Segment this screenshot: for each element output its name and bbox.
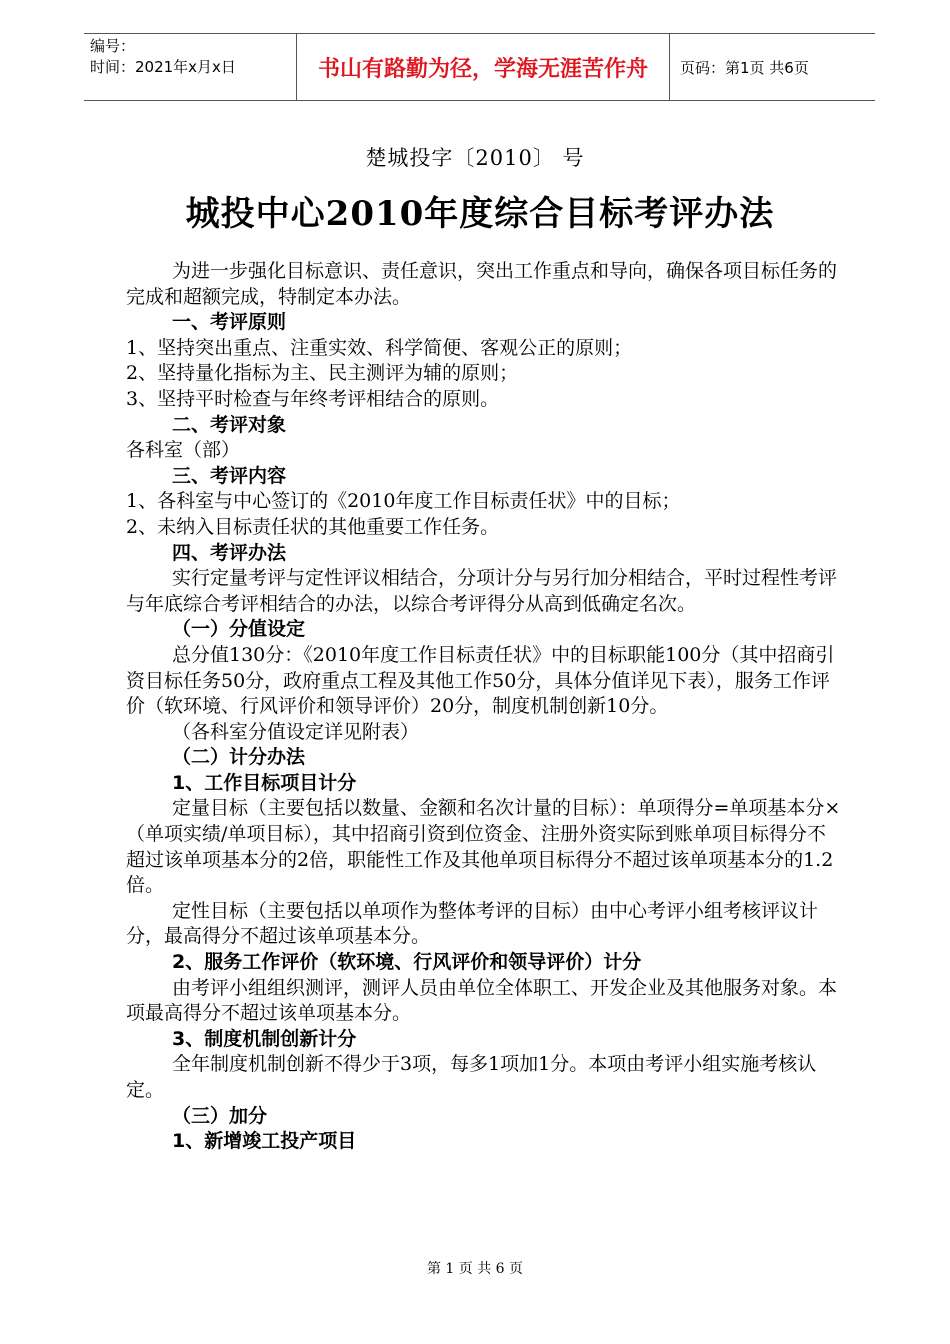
number-label: 编号： [90,37,136,55]
paragraph: （各科室分值设定详见附表） [172,720,420,743]
paragraph: 3、坚持平时检查与年终考评相结合的原则。 [126,387,500,410]
document-body [126,259,842,1155]
section-heading: 3、制度机制创新计分 [172,1027,357,1050]
section-heading: 1、工作目标项目计分 [172,771,357,794]
paragraph: 定性目标（主要包括以单项作为整体考评的目标）由中心考评小组考核评议计分，最高得分不超过该单项基本分。 [126,899,819,948]
section-heading: 1、新增竣工投产项目 [172,1130,357,1153]
section-heading: （二）计分办法 [172,746,306,769]
date-label: 时间：2021年x月x日 [90,58,236,76]
doc-number: 楚城投字〔2010〕 号 [365,146,585,170]
paragraph: 由考评小组组织测评，测评人员由单位全体职工、开发企业及其他服务对象。本项最高得分不超过该单项基本分。 [126,976,838,1025]
section-heading: 二、考评对象 [172,413,287,436]
header-table [84,33,875,101]
paragraph: 定量目标（主要包括以数量、金额和名次计量的目标）：单项得分=单项基本分×（单项实绩/单项目标），其中招商引资到位资金、注册外资实际到账单项目标得分不超过该单项基本分的2倍，职能性工作及其他单项目标得分不超过该单项基本分的1.2倍。 [126,797,841,897]
section-heading: 2、服务工作评价（软环境、行风评价和领导评价）计分 [172,951,642,974]
page-title: 城投中心2010年度综合目标考评办法 [185,194,775,234]
section-heading: 一、考评原则 [172,311,287,334]
section-heading: （一）分值设定 [172,618,306,641]
paragraph: 2、坚持量化指标为主、民主测评为辅的原则； [126,362,519,385]
page-footer: 第 1 页 共 6 页 [426,1261,524,1277]
header-meta [84,34,297,100]
paragraph: 实行定量考评与定性评议相结合，分项计分与另行加分相结合，平时过程性考评与年底综合考评相结合的办法，以综合考评得分从高到低确定名次。 [126,567,838,615]
paragraph: 总分值130分：《2010年度工作目标责任状》中的目标职能100分（其中招商引资目标任务50分，政府重点工程及其他工作50分，具体分值详见下表），服务工作评价（软环境、行风评价和领导评价）20分，制度机制创新10分。 [126,643,835,718]
paragraph: 全年制度机制创新不得少于3项，每多1项加1分。本项由考评小组实施考核认定。 [126,1053,817,1101]
section-heading: 三、考评内容 [172,464,287,487]
paragraph: 2、未纳入目标责任状的其他重要工作任务。 [126,515,500,538]
paragraph: 为进一步强化目标意识、责任意识，突出工作重点和导向，确保各项目标任务的完成和超额完成，特制定本办法。 [126,260,838,308]
page-indicator: 页码：第1页 共6页 [680,58,809,77]
motto: 书山有路勤为径，学海无涯苦作舟 [297,34,670,100]
paragraph: 各科室（部） [126,439,241,462]
paragraph: 1、各科室与中心签订的《2010年度工作目标责任状》中的目标； [126,490,681,513]
paragraph: 1、坚持突出重点、注重实效、科学简便、客观公正的原则； [126,336,633,359]
section-heading: （三）加分 [172,1104,268,1127]
section-heading: 四、考评办法 [172,541,287,564]
